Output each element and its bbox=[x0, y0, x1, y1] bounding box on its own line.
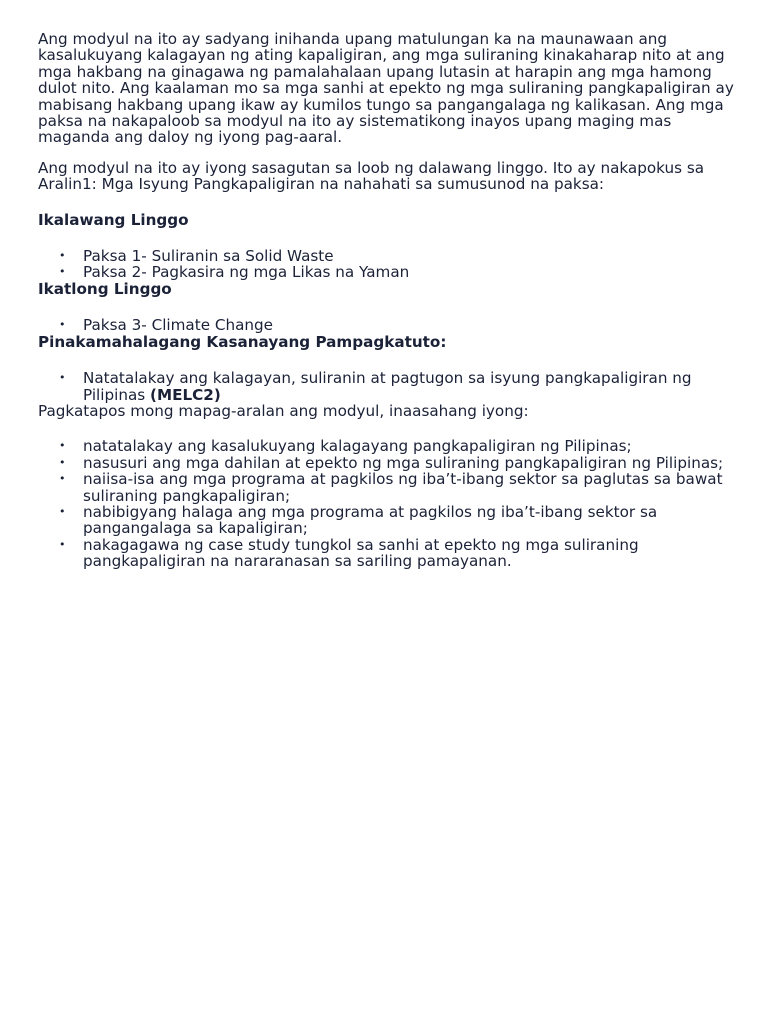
week2-topic-item: • Paksa 2- Pagkasira ng mga Likas na Yaman bbox=[83, 264, 738, 280]
week3-heading: Ikatlong Linggo bbox=[38, 279, 172, 298]
outcome-item: • nakagagawa ng case study tungkol sa sanhi at epekto ng mga suliraning pangkapaligiran na nararanasan sa sariling pamayanan. bbox=[83, 537, 738, 570]
intro-paragraph-2: Ang modyul na ito ay iyong sasagutan sa loob ng dalawang linggo. Ito ay nakapokus sa Aralin1: Mga Isyung Pangkapaligiran na nahahati sa sumusunod na paksa: bbox=[38, 158, 705, 194]
week3-topic-list bbox=[38, 317, 738, 333]
week2-topic-item: • Paksa 1- Suliranin sa Solid Waste bbox=[83, 248, 738, 264]
week2-heading: Ikalawang Linggo bbox=[38, 210, 189, 229]
competency-item bbox=[83, 370, 738, 403]
outcome-item: • natatalakay ang kasalukuyang kalagayang pangkapaligiran ng Pilipinas; bbox=[83, 438, 738, 454]
week2-topic-list bbox=[38, 248, 738, 281]
outcome-item: • naiisa-isa ang mga programa at pagkilos ng iba’t-ibang sektor sa paglutas sa bawat suliraning pangkapaligiran; bbox=[83, 471, 738, 504]
intro-paragraph-1: Ang modyul na ito ay sadyang inihanda upang matulungan ka na maunawaan ang kasalukuyang kalagayan ng ating kapaligiran, ang mga suliraning kinakaharap nito at ang mga hakbang na ginagawa ng pamalahalaan upang lutasin at harapin ang mga hamong dulot nito. Ang kaalaman mo sa mga sanhi at epekto ng mga suliraning pangkapaligiran ay mabisang hakbang upang ikaw ay kumilos tungo sa pangangalaga ng kalikasan. Ang mga paksa na nakapaloob sa modyul na ito ay sistematikong inayos upang maging mas maganda ang daloy ng iyong pag-aaral. bbox=[38, 30, 734, 147]
outcomes-intro: Pagkatapos mong mapag-aralan ang modyul, inaasahang iyong: bbox=[38, 401, 529, 420]
competency-item-text: Natatalakay ang kalagayan, suliranin at pagtugon sa isyung pangkapaligiran ng Pilipinas bbox=[83, 369, 692, 404]
document-page bbox=[38, 31, 738, 570]
outcome-item: • nasusuri ang mga dahilan at epekto ng mga suliraning pangkapaligiran ng Pilipinas; bbox=[83, 455, 738, 471]
competency-code: (MELC2) bbox=[150, 385, 221, 404]
competency-heading: Pinakamahalagang Kasanayang Pampagkatuto: bbox=[38, 332, 447, 351]
week3-topic-item: • Paksa 3- Climate Change bbox=[83, 317, 738, 333]
outcome-item: • nabibigyang halaga ang mga programa at pagkilos ng iba’t-ibang sektor sa pangangalaga sa kapaligiran; bbox=[83, 504, 738, 537]
competency-list bbox=[38, 370, 738, 403]
outcomes-list bbox=[38, 438, 738, 569]
